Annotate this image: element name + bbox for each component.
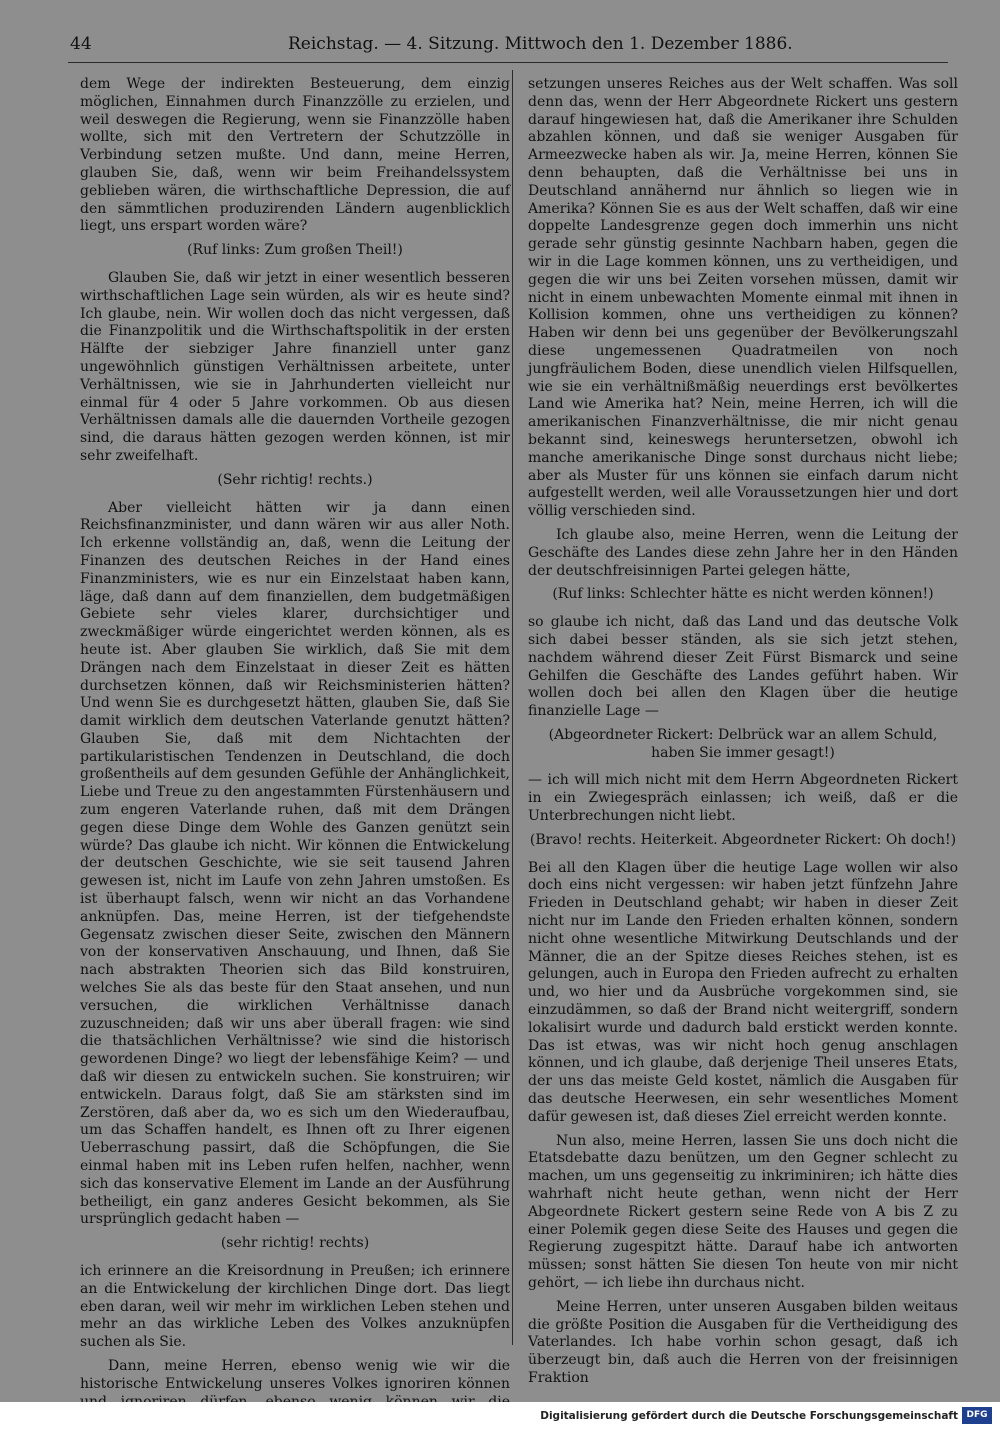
dfg-logo: DFG [962,1407,992,1424]
interjection: (Sehr richtig! rechts.) [217,471,373,488]
interjection: (Ruf links: Zum großen Theil!) [187,242,403,259]
page-number: 44 [70,34,92,54]
paragraph: Ich glaube also, meine Herren, wenn die Leitung der Geschäfte des Landes diese zehn Jahre her in den Händen der deutschfreisinnigen Partei gelegen hätte, [528,526,958,579]
running-head: Reichstag. — 4. Sitzung. Mittwoch den 1. Dezember 1886. [288,34,793,54]
interjection: (sehr richtig! rechts) [220,1235,370,1252]
paragraph: ich erinnere an die Kreisordnung in Preußen; ich erinnere an die Entwickelung der kirchlichen Dinge dort. Das liegt eben daran, weil wir mehr im wirklichen Leben stehen und mehr an das wirkliche Leben des Volkes anzuknüpfen suchen als Sie. [80,1263,510,1351]
interjection: (Bravo! rechts. Heiterkeit. Abgeordneter Rickert: Oh doch!) [529,831,957,848]
interjection: (Ruf links: Schlechter hätte es nicht werden können!) [552,586,934,603]
paragraph: so glaube ich nicht, daß das Land und das deutsche Volk sich dabei besser ständen, als sie sich jetzt stehen, nachdem während dieser Zeit Fürst Bismarck und seine Gehilfen die Geschäfte des Landes geführt haben. Wir wollen doch bei allen den Klagen über die heutige finanzielle Lage — [528,614,958,720]
right-column [528,76,958,1386]
header-rule [68,62,948,63]
paragraph: Bei all den Klagen über die heutige Lage wollen wir also doch eins nicht vergessen: wir haben jetzt fünfzehn Jahre Frieden in Deutschland gehabt; wir haben in dieser Zeit nicht nur im Lande den Frieden erhalten können, sondern nicht ohne wesentliche Mitwirkung Deutschlands und der Männer, die an der Spitze dieses Reiches stehen, ist es gelungen, auch in Europa den Frieden aufrecht zu erhalten und, wo hier und da Ausbrüche vorgekommen sind, sie einzudämmen, so daß der Brand nicht weitergriff, sondern lokalisirt wurde und dadurch bald erstickt werden konnte. Das ist etwas, was wir nicht hoch genug anschlagen können, und ich glaube, daß derjenige Theil unseres Etats, der uns das meiste Geld kostet, nämlich die Ausgaben für das deutsche Heerwesen, ein sehr wesentliches Moment dafür gewesen ist, daß dieses Ziel erreicht werden konnte. [528,859,958,1125]
paragraph: Dann, meine Herren, ebenso wenig wie wir die historische Entwickelung unseres Volkes ignoriren können [80,1357,510,1392]
page-header [68,34,948,60]
paragraph: — ich will mich nicht mit dem Herrn Abgeordneten Rickert in ein Zwiegespräch einlassen; ich weiß, daß er die Unterbrechungen nicht liebt. [528,772,958,825]
funding-credit: Digitalisierung gefördert durch die Deutsche Forschungsgemeinschaft [540,1410,958,1422]
paragraph: Meine Herren, unter unseren Ausgaben bilden weitaus die größte Position die Ausgaben für die Vertheidigung des Vaterlandes. Ich habe vorhin schon gesagt, daß ich überzeugt bin, daß auch die Herren von der freisinnigen Fraktion [528,1298,958,1386]
left-column [80,76,510,1392]
paragraph: setzungen unseres Reiches aus der Welt schaffen. Was soll denn das, wenn der Herr Abgeordnete Rickert uns gestern darauf hingewiesen hat, daß die Amerikaner ihre Schulden abzahlen können, und daß sie weniger Ausgaben für Armeezwecke haben als wir. Ja, meine Herren, können Sie denn behaupten, daß die Verhältnisse bei uns in Deutschland annähernd nur ähnlich so liegen wie in Amerika? Können Sie es aus der Welt schaffen, daß wir eine doppelte Landesgrenze gegen doch immerhin uns nicht gerade sehr günstig gesinnte Nachbarn haben, gegen die wir in die Lage kommen können, uns zu vertheidigen, und gegen die wir uns bei Zeiten vorsehen müssen, damit wir nicht in einem unbewachten Momente einmal mit ihnen in Kollision kommen, ohne uns vertheidigen zu können? Haben wir denn bei uns gegenüber der Bevölkerungszahl diese ungemessenen Quadratmeilen von noch jungfräulichem Boden, diese unendlich vielen Hilfsquellen, wie sie ein verhältnißmäßig neuerdings erst bevölkertes Land wie Amerika hat? Nein, meine Herren, ich will die amerikanischen Finanzverhältnisse, die mir nicht genau bekannt sind, keineswegs heruntersetzen, obwohl ich manche amerikanische Dinge sonst durchaus nicht liebe; aber als Muster für uns können sie einfach darum nicht aufgestellt werden, weil alle Voraussetzungen hier und dort völlig verschieden sind. [528,76,958,520]
paragraph: Glauben Sie, daß wir jetzt in einer wesentlich besseren wirthschaftlichen Lage sein würden, als wir es heute sind? Ich glaube, nein. Wir wollen doch das nicht vergessen, daß die Finanzpolitik und die Wirthschaftspolitik in der ersten Hälfte der siebziger Jahre finanziell unter ganz ungewöhnlich günstigen Verhältnissen arbeitete, unter Verhältnissen, wie sie in Jahrhunderten vielleicht nur einmal für 4 oder 5 Jahre vorkommen. Ob aus diesen Verhältnissen damals alle die dauernden Vortheile gezogen sind, die daraus hätten gezogen werden können, ist mir sehr zweifelhaft. [80,269,510,464]
column-divider [512,70,513,1345]
paragraph: Nun also, meine Herren, lassen Sie uns doch nicht die Etatsdebatte dazu benützen, um den Gegner schlecht zu machen, um uns gegenseitig zu inkriminiren; ich hätte dies wahrhaft nicht heute gethan, wenn nicht der Herr Abgeordnete Rickert gestern seine Rede von A bis Z zu einer Polemik gegen diese Seite des Hauses und gegen die Regierung zugespitzt hätte. Darauf habe ich antworten müssen; sonst hätten Sie diesen Ton heute von mir nicht gehört, — ich liebe ihn durchaus nicht. [528,1132,958,1291]
footer [0,1402,1000,1432]
interjection: (Abgeordneter Rickert: Delbrück war an allem Schuld, haben Sie immer gesagt!) [548,726,938,761]
paragraph: dem Wege der indirekten Besteuerung, dem einzig möglichen, Einnahmen durch Finanzzölle zu erzielen, und weil deswegen die Regierung, wenn sie Finanzzölle haben wollte, sich mit den Vertretern der Schutzzölle in Verbindung setzen mußte. Und dann, meine Herren, glauben Sie, daß, wenn wir beim Freihandelssystem geblieben wären, die wirthschaftliche Depression, die auf den sämmtlichen produzirenden Ländern augenblicklich liegt, uns erspart worden wäre? [80,76,510,235]
paragraph: Aber vielleicht hätten wir ja dann einen Reichsfinanzminister, und dann wären wir aus aller Noth. Ich erkenne vollständig an, daß, wenn die Leitung der Finanzen des deutschen Reiches in der Hand eines Finanzministers, wie es nur ein Einzelstaat haben kann, läge, daß dann auf dem finanziellen, dem budgetmäßigen Gebiete sehr vieles klarer, durchsichtiger und zweckmäßiger würde eingerichtet werden können, als es heute ist. Aber glauben Sie wirklich, daß Sie mit dem Drängen nach dem Einzelstaat in dieser Zeit es hätten durchsetzen können, daß wir Reichsministerien hätten? Und wenn Sie es durchgesetzt hätten, glauben Sie, daß Sie damit wirklich dem deutschen Vaterlande genutzt hätten? Glauben Sie, daß mit dem Nichtachten der partikularistischen Tendenzen in Deutschland, die doch großentheils auf dem gesunden Gefühle der Anhänglichkeit, Liebe und Treue zu den angestammten Fürstenhäusern und zum engeren Vaterlande ruhen, daß mit dem Drängen gegen diese Dinge dem Wohle des Ganzen genützt sein würde? Das glaube ich nicht. Wir können die Entwickelung der deutschen Geschichte, wie sie seit tausend Jahren gewesen ist, nicht im Laufe von zehn Jahren umstoßen. Es ist überhaupt falsch, wenn wir nicht an das Vorhandene anknüpfen. Das, meine Herren, ist der tiefgehendste Gegensatz zwischen dieser Seite, zwischen den Männern von der konservativen Anschauung, und Ihnen, daß Sie nach abstrakten Theorien sich das Bild konstruiren, welches Sie als das beste für den Staat ansehen, und nun versuchen, die wirklichen Verhältnisse danach zuzuschneiden; daß wir uns aber überall fragen: wie sind die thatsächlichen Verhältnisse? wie sind die historisch gewordenen Dinge? wo liegt der lebensfähige Keim? — und daß wir diesen zu entwickeln suchen. Sie konstruiren; wir entwickeln. Daraus folgt, daß Sie am stärksten sind im Zerstören, daß aber da, wo es sich um den Wiederaufbau, um das Schaffen handelt, es Ihnen oft zu Ihrer eigenen Ueberraschung passirt, daß die Schöpfungen, die Sie einmal haben mit ins Leben rufen helfen, nachher, wenn sich das konservative Element im Lande an der Ausführung betheiligt, ein ganz anderes Gesicht bekommen, als Sie ursprünglich gedacht haben — [80,499,510,1228]
